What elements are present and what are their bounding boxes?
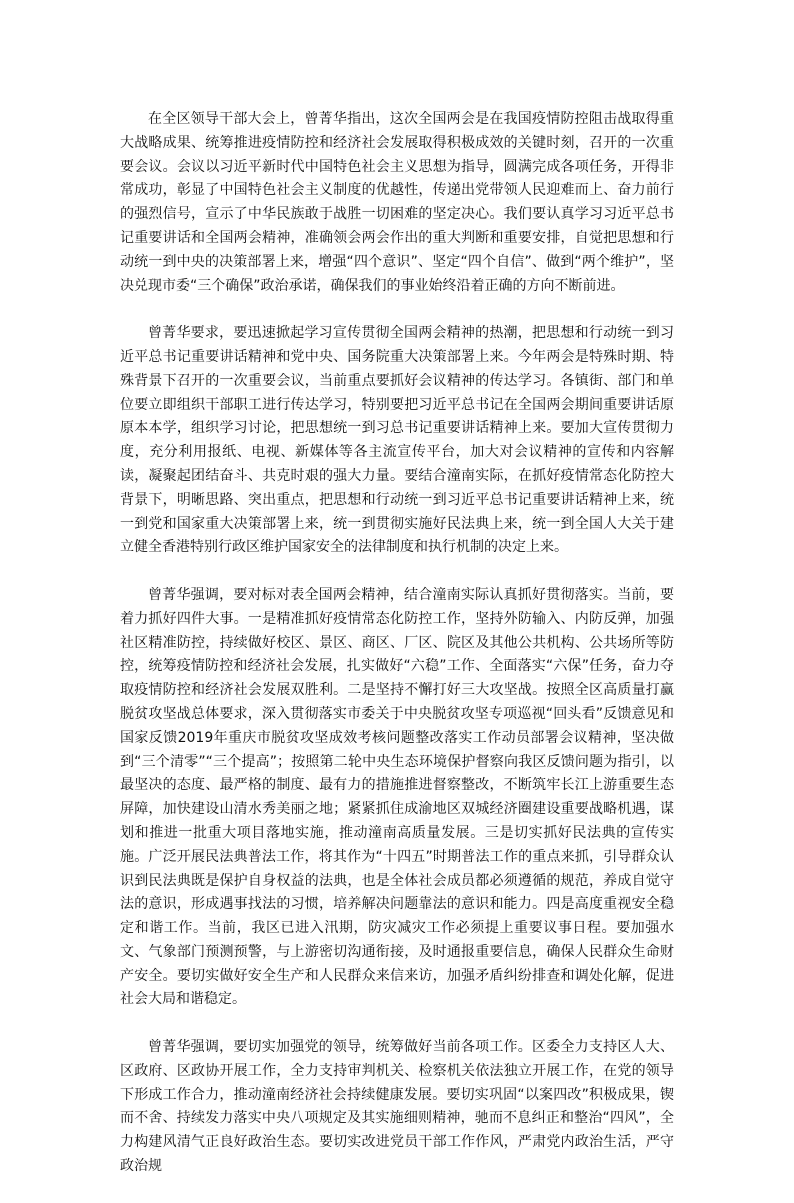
paragraph-1: 在全区领导干部大会上，曾菁华指出，这次全国两会是在我国疫情防控阻击战取得重大战略成果、统筹推进疫情防控和经济社会发展取得积极成效的关键时刻，召开的一次重要会议。会议以习近平新时代中国特色社会主义思想为指导，圆满完成各项任务，开得非常成功，彰显了中国特色社会主义制度的优越性，传递出党带领人民迎难而上、奋力前行的强烈信号，宣示了中华民族敢于战胜一切困难的坚定决心。我们要认真学习习近平总书记重要讲话和全国两会精神，准确领会两会作出的重大判断和重要安排，自觉把思想和行动统一到中央的决策部署上来，增强“四个意识”、坚定“四个自信”、做到“两个维护”，坚决兑现市委“三个确保”政治承诺，确保我们的事业始终沿着正确的方向不断前进。 [120,111,674,294]
paragraph-2: 曾菁华要求，要迅速掀起学习宣传贯彻全国两会精神的热潮，把思想和行动统一到习近平总书记重要讲话精神和党中央、国务院重大决策部署上来。今年两会是特殊时期、特殊背景下召开的一次重要会议，当前重点要抓好会议精神的传达学习。各镇街、部门和单位要立即组织干部职工进行传达学习，特别要把习近平总书记在全国两会期间重要讲话原原本本学，组织学习讨论，把思想统一到习总书记重要讲话精神上来。要加大宣传贯彻力度，充分利用报纸、电视、新媒体等各主流宣传平台，加大对会议精神的宣传和内容解读，凝聚起团结奋斗、共克时艰的强大力量。要结合潼南实际，在抓好疫情常态化防控大背景下，明晰思路、突出重点，把思想和行动统一到习近平总书记重要讲话精神上来，统一到党和国家重大决策部署上来，统一到贯彻实施好民法典上来，统一到全国人大关于建立健全香港特别行政区维护国家安全的法律制度和执行机制的决定上来。 [120,325,674,556]
document-page [120,108,674,1203]
paragraph-3: 曾菁华强调，要对标对表全国两会精神，结合潼南实际认真抓好贯彻落实。当前，要着力抓好四件大事。一是精准抓好疫情常态化防控工作，坚持外防输入、内防反弹，加强社区精准防控，持续做好校区、景区、商区、厂区、院区及其他公共机构、公共场所等防控，统筹疫情防控和经济社会发展，扎实做好“六稳”工作、全面落实“六保”任务，奋力夺取疫情防控和经济社会发展双胜利。二是坚持不懈打好三大攻坚战。按照全区高质量打赢脱贫攻坚战总体要求，深入贯彻落实市委关于中央脱贫攻坚专项巡视“回头看”反馈意见和国家反馈2019年重庆市脱贫攻坚成效考核问题整改落实工作动员部署会议精神，坚决做到“三个清零”“三个提高”；按照第二轮中央生态环境保护督察向我区反馈问题为指引，以最坚决的态度、最严格的制度、最有力的措施推进督察整改，不断筑牢长江上游重要生态屏障，加快建设山清水秀美丽之地；紧紧抓住成渝地区双城经济圈建设重要战略机遇，谋划和推进一批重大项目落地实施，推动潼南高质量发展。三是切实抓好民法典的宣传实施。广泛开展民法典普法工作，将其作为“十四五”时期普法工作的重点来抓，引导群众认识到民法典既是保护自身权益的法典，也是全体社会成员都必须遵循的规范，养成自觉守法的意识，形成遇事找法的习惯，培养解决问题靠法的意识和能力。四是高度重视安全稳定和谐工作。当前，我区已进入汛期，防灾减灾工作必须提上重要议事日程。要加强水文、气象部门预测预警，与上游密切沟通衔接，及时通报重要信息，确保人民群众生命财产安全。要切实做好安全生产和人民群众来信来访，加强矛盾纠纷排查和调处化解，促进社会大局和谐稳定。 [120,586,674,1008]
paragraph-4: 曾菁华强调，要切实加强党的领导，统筹做好当前各项工作。区委全力支持区人大、区政府、区政协开展工作，全力支持审判机关、检察机关依法独立开展工作，在党的领导下形成工作合力，推动潼南经济社会持续健康发展。要切实巩固“以案四改”积极成果，锲而不舍、持续发力落实中央八项规定及其实施细则精神，驰而不息纠正和整治“四风”，全力构建风清气正良好政治生态。要切实改进党员干部工作作风，严肃党内政治生活，严守政治规 [120,1039,674,1175]
